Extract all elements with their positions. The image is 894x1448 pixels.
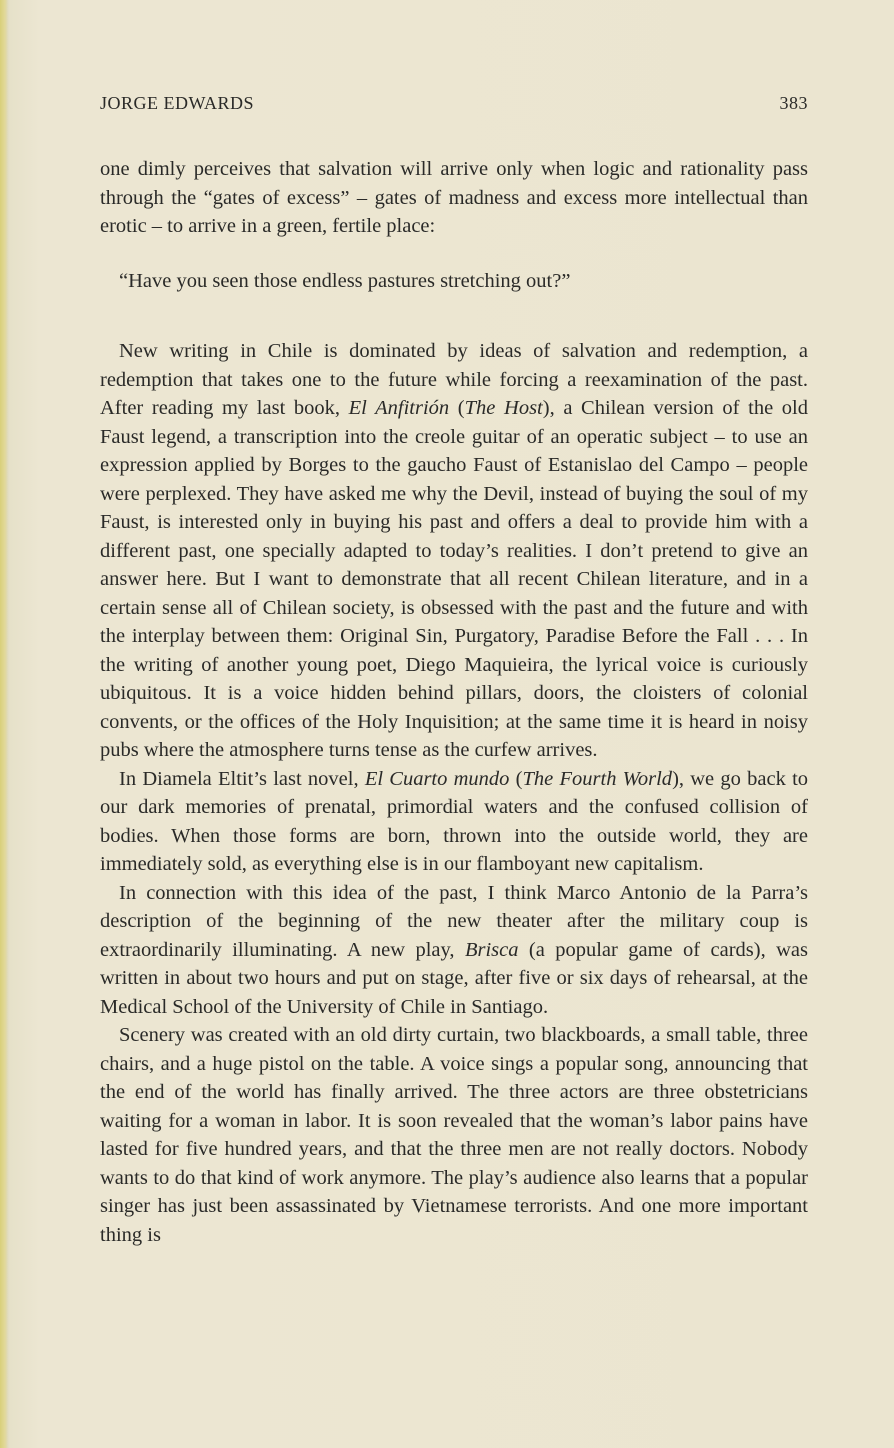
body-text bbox=[100, 155, 808, 1249]
book-title-the-host: The Host bbox=[464, 397, 543, 419]
paragraph-1: one dimly perceives that salvation will arrive only when logic and rationality pass through the “gates of excess” – gates of madness and excess more intellectual than erotic – to arrive in a green, fertile place: bbox=[100, 158, 808, 237]
page-gutter bbox=[0, 0, 8, 1448]
paragraph-4: In connection with this idea of the past, I think Marco Antonio de la Parra’s description of the beginning of the new theater after the military coup is extraordinarily illuminating. A new play, Brisca (a popular game of cards), was written in about two hours and put on stage, after five or six days of rehearsal, at the Medical School of the University of Chile in Santiago. bbox=[100, 881, 808, 1018]
block-quote: “Have you seen those endless pastures stretching out?” bbox=[119, 269, 571, 292]
paragraph-2: New writing in Chile is dominated by ideas of salvation and redemption, a redemption that takes one to the future while forcing a reexamination of the past. After reading my last book, El Anfitrión (The Host), a Chilean version of the old Faust legend, a transcription into the creole guitar of an operatic subject – to use an expression applied by Borges to the gaucho Faust of Estanislao del Campo – people were perplexed. They have asked me why the Devil, instead of buying the soul of my Faust, is interested only in buying his past and offers a deal to provide him with a different past, one specially adapted to today’s realities. I don’t pretend to give an answer here. But I want to demonstrate that all recent Chilean literature, and in a certain sense all of Chilean society, is obsessed with the past and the future and with the interplay between them: Original Sin, Purgatory, Paradise Before the Fall . . . In the writing of another young poet, Diego Maquieira, the lyrical voice is curiously ubiquitous. It is a voice hidden behind pillars, doors, the cloisters of colonial convents, or the offices of the Holy Inquisition; at the same time it is heard in noisy pubs where the atmosphere turns tense as the curfew arrives. bbox=[100, 340, 808, 761]
running-header-author: JORGE EDWARDS bbox=[100, 93, 255, 113]
paragraph-5: Scenery was created with an old dirty curtain, two blackboards, a small table, three chairs, and a huge pistol on the table. A voice sings a popular song, announcing that the end of the world has finally arrived. The three actors are three obstetricians waiting for a woman in labor. It is soon revealed that the woman’s labor pains have lasted for five hundred years, and that the three men are not really doctors. Nobody wants to do that kind of work anymore. The play’s audience also learns that a popular singer has just been assassinated by Vietnamese terrorists. And one more important thing is bbox=[100, 1024, 808, 1246]
page-number: 383 bbox=[779, 93, 808, 113]
book-title-el-cuarto-mundo: El Cuarto mundo bbox=[364, 767, 510, 790]
book-title-the-fourth-world: The Fourth World bbox=[522, 767, 673, 790]
play-title-brisca: Brisca bbox=[464, 938, 519, 961]
book-title-el-anfitrion: El Anfitrión bbox=[348, 397, 450, 419]
paragraph-3: In Diamela Eltit’s last novel, El Cuarto mundo (The Fourth World), we go back to our dark memories of prenatal, primordial waters and the confused collision of bodies. When those forms are born, thrown into the outside world, they are immediately sold, as everything else is in our flamboyant new capitalism. bbox=[100, 767, 809, 875]
